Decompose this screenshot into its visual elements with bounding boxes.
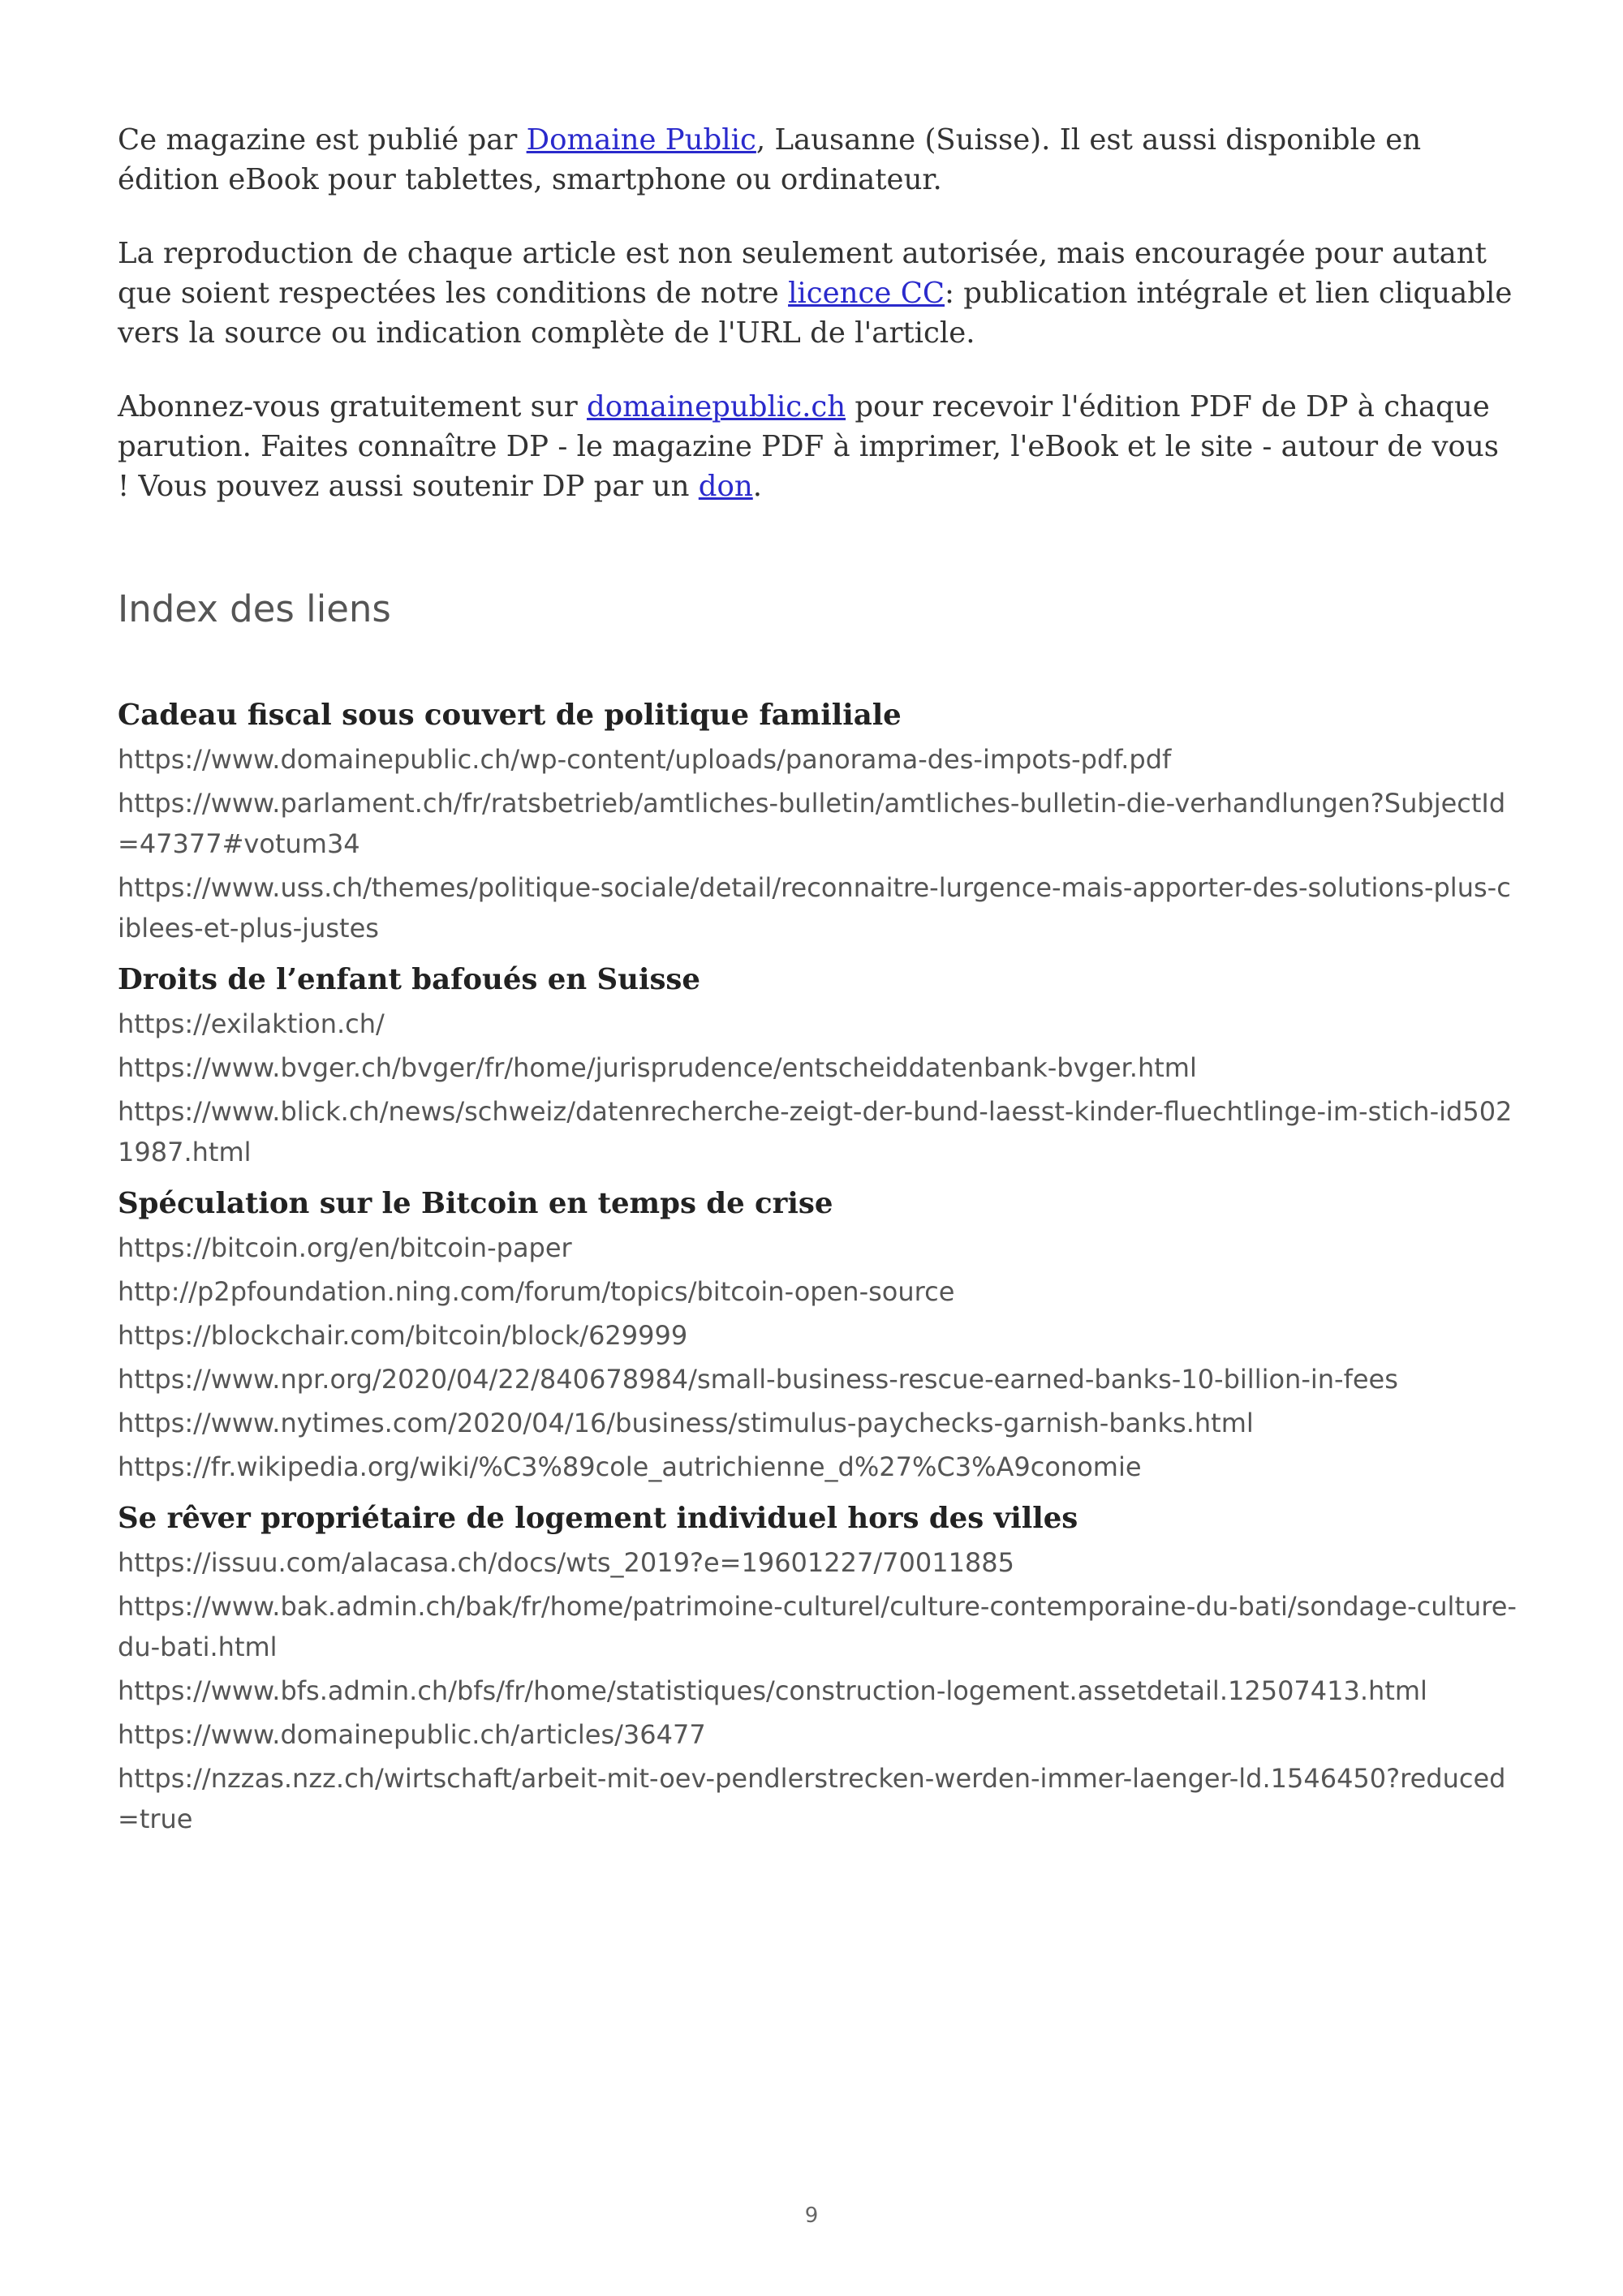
url-item[interactable]: https://issuu.com/alacasa.ch/docs/wts_2019?e=19601227/70011885	[118, 1547, 1014, 1578]
intro-text: pour recevoir l'édition PDF de DP à chaque parution. Faites connaître DP - le magazine PDF à imprimer, l'eBook et le site - autour de vous ! Vous pouvez aussi soutenir DP par un	[118, 390, 1499, 503]
url-item[interactable]: https://nzzas.nzz.ch/wirtschaft/arbeit-mit-oev-pendlerstrecken-werden-immer-laenger-ld.1546450?reduced=true	[118, 1763, 1506, 1834]
intro-text: .	[752, 470, 763, 503]
url-item[interactable]: https://www.uss.ch/themes/politique-sociale/detail/reconnaitre-lurgence-mais-apporter-des-solutions-plus-ciblees-et-plus-justes	[118, 872, 1511, 944]
section-title: Spéculation sur le Bitcoin en temps de crise	[118, 1187, 833, 1220]
domainepublic-link[interactable]: domainepublic.ch	[587, 390, 846, 424]
domaine-public-link[interactable]: Domaine Public	[526, 123, 756, 157]
url-item[interactable]: https://blockchair.com/bitcoin/block/629999	[118, 1320, 688, 1351]
url-item[interactable]: https://www.nytimes.com/2020/04/16/business/stimulus-paychecks-garnish-banks.html	[118, 1408, 1254, 1438]
link-section	[118, 695, 1518, 948]
link-section	[118, 960, 1518, 1172]
url-item[interactable]: https://www.bfs.admin.ch/bfs/fr/home/statistiques/construction-logement.assetdetail.12507413.html	[118, 1675, 1427, 1706]
url-item[interactable]: https://www.bvger.ch/bvger/fr/home/jurisprudence/entscheiddatenbank-bvger.html	[118, 1052, 1197, 1083]
section-title: Se rêver propriétaire de logement individuel hors des villes	[118, 1502, 1078, 1535]
url-item[interactable]: https://www.parlament.ch/fr/ratsbetrieb/amtliches-bulletin/amtliches-bulletin-die-verhandlungen?SubjectId=47377#votum34	[118, 788, 1506, 859]
url-item[interactable]: https://www.npr.org/2020/04/22/840678984/small-business-rescue-earned-banks-10-billion-in-fees	[118, 1364, 1398, 1395]
url-item[interactable]: https://www.bak.admin.ch/bak/fr/home/patrimoine-culturel/culture-contemporaine-du-bati/sondage-culture-du-bati.html	[118, 1591, 1517, 1662]
section-title: Cadeau fiscal sous couvert de politique familiale	[118, 699, 902, 732]
url-item[interactable]: https://www.blick.ch/news/schweiz/datenrecherche-zeigt-der-bund-laesst-kinder-fluechtlinge-im-stich-id5021987.html	[118, 1096, 1513, 1167]
link-section	[118, 1498, 1518, 1839]
url-item[interactable]: http://p2pfoundation.ning.com/forum/topics/bitcoin-open-source	[118, 1276, 955, 1307]
intro-paragraph-subscribe	[118, 387, 1518, 506]
licence-cc-link[interactable]: licence CC	[788, 277, 945, 310]
intro-paragraph-publisher	[118, 120, 1518, 200]
intro-text: Abonnez-vous gratuitement sur	[118, 390, 588, 424]
intro-text: La reproduction de chaque article est non seulement autorisée, mais encouragée pour autant que soient respectées les conditions de notre	[118, 237, 1487, 310]
index-title: Index des liens	[118, 587, 391, 630]
url-item[interactable]: https://fr.wikipedia.org/wiki/%C3%89cole_autrichienne_d%27%C3%A9conomie	[118, 1451, 1142, 1482]
url-item[interactable]: https://bitcoin.org/en/bitcoin-paper	[118, 1232, 572, 1263]
intro-text: , Lausanne (Suisse). Il est aussi disponible en édition eBook pour tablettes, smartphone ou ordinateur.	[118, 123, 1422, 196]
link-index	[118, 695, 1518, 1839]
document-page	[118, 120, 1518, 1851]
link-section	[118, 1184, 1518, 1487]
intro-text: : publication intégrale et lien cliquable vers la source ou indication complète de l'URL de l'article.	[118, 277, 1513, 350]
don-link[interactable]: don	[698, 470, 753, 503]
section-title: Droits de l’enfant bafoués en Suisse	[118, 963, 701, 996]
url-item[interactable]: https://www.domainepublic.ch/wp-content/uploads/panorama-des-impots-pdf.pdf	[118, 744, 1172, 775]
intro-paragraph-license	[118, 234, 1518, 353]
url-item[interactable]: https://exilaktion.ch/	[118, 1008, 385, 1039]
page-number: 9	[804, 2204, 819, 2228]
intro-text: Ce magazine est publié par	[118, 123, 527, 157]
url-item[interactable]: https://www.domainepublic.ch/articles/36477	[118, 1719, 706, 1750]
